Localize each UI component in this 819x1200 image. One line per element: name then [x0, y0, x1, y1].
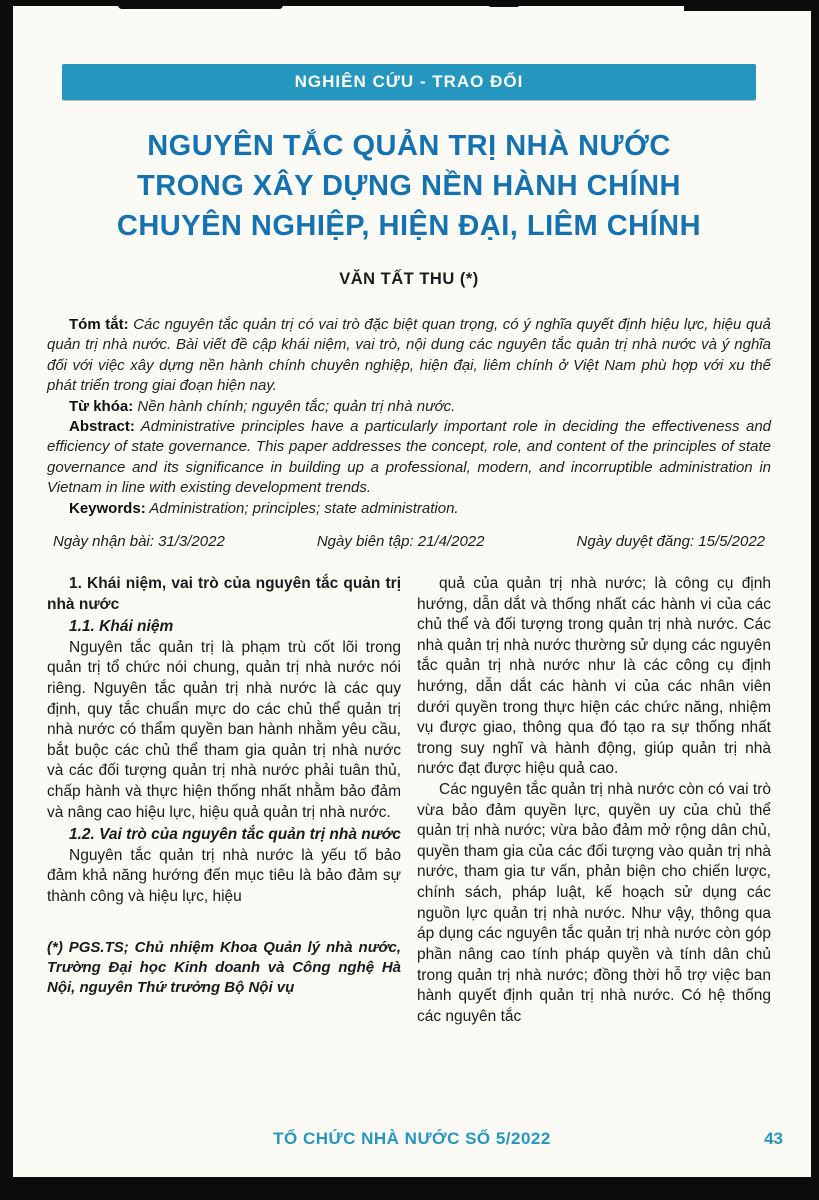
article-title-line1: NGUYÊN TẮC QUẢN TRỊ NHÀ NƯỚC	[147, 130, 671, 162]
body-paragraph: Các nguyên tắc quản trị nhà nước còn có vai trò vừa bảo đảm quyền lực, quyền uy của chủ thể quản trị nhà nước; vừa bảo đảm mở rộng dân chủ, quyền tham gia của các đối tượng vào quản trị nhà nước, tham gia tư vấn, phản biện cho chiến lược, chính sách, pháp luật, kế hoạch sử dụng các nguồn lực quản trị nhà nước. Như vậy, thông qua áp dụng các nguyên tắc quản trị nhà nước còn góp phần nâng cao tính pháp quyền và tính dân chủ trong quản trị nhà nước; đồng thời hỗ trợ việc ban hành quyết định quản trị nhà nước. Có hệ thống các nguyên tắc	[417, 781, 771, 1025]
page-content	[13, 6, 811, 1027]
article-title	[47, 126, 771, 246]
abstract-vietnamese	[47, 315, 771, 397]
scan-artifact-top-left	[118, 0, 283, 9]
abstract-english	[47, 417, 771, 499]
body-paragraph: quả của quản trị nhà nước; là công cụ định hướng, dẫn dắt và thống nhất các hành vi của các chủ thể và đối tượng trong quản trị nhà nước. Các nhà quản trị nhà nước thường sử dụng các nguyên tắc quản trị nhà nước như là các công cụ định hướng, dẫn dắt các hành vi của các nhân viên dưới quyền trong thực hiện các chức năng, nhiệm vụ được giao, thông qua đó tạo ra sự thống nhất trong suy nghĩ và hành động, giúp quản trị nhà nước đạt được hiệu quả cao.	[417, 574, 771, 778]
left-column	[47, 574, 401, 1027]
body-paragraph: Nguyên tắc quản trị là phạm trù cốt lõi trong quản trị tổ chức nói chung, quản trị nhà nước nói riêng. Nguyên tắc quản trị nhà nước là các quy định, quy tắc chuẩn mực do các chủ thể quản trị nhà nước có thẩm quyền ban hành nhằm yêu cầu, bắt buộc các chủ thể tham gia quản trị nhà nước và các đối tượng quản trị nhà nước phải tuân thủ, chấp hành và thực hiện thống nhất nhằm bảo đảm và nâng cao hiệu lực, hiệu quả quản trị nhà nước.	[47, 638, 401, 821]
keywords-label: Keywords:	[69, 499, 146, 517]
date-received: Ngày nhận bài: 31/3/2022	[53, 532, 225, 550]
section-heading-1: 1. Khái niệm, vai trò của nguyên tắc quản trị nhà nước	[47, 574, 401, 613]
tukhoa-label: Từ khóa:	[69, 397, 134, 415]
keywords-text: Administration; principles; state administration.	[145, 499, 459, 517]
article-title-line2: TRONG XÂY DỰNG NỀN HÀNH CHÍNH	[137, 170, 681, 203]
dates-row	[47, 533, 771, 550]
date-edited: Ngày biên tập: 21/4/2022	[316, 532, 485, 550]
section-banner-label: NGHIÊN CỨU - TRAO ĐỔI	[294, 72, 524, 91]
subsection-heading-1-1: 1.1. Khái niệm	[69, 618, 174, 636]
scan-artifact-top-center	[488, 0, 520, 7]
body-paragraph: Nguyên tắc quản trị nhà nước là yếu tố bảo đảm khả năng hướng đến mục tiêu là bảo đảm sự thành công và hiệu lực, hiệu	[47, 846, 401, 906]
article-title-line3: CHUYÊN NGHIỆP, HIỆN ĐẠI, LIÊM CHÍNH	[116, 210, 702, 243]
section-banner	[62, 64, 756, 100]
tomtat-text: Các nguyên tắc quản trị có vai trò đặc biệt quan trọng, có ý nghĩa quyết định hiệu lực, hiệu quả quản trị nhà nước. Bài viết đề cập khái niệm, vai trò, nội dung các nguyên tắc quản trị nhà nước và ý nghĩa đối với việc xây dựng nền hành chính chuyên nghiệp, hiện đại, liêm chính ở Việt Nam phù hợp với xu thế phát triển trong giai đoạn hiện nay.	[47, 316, 771, 395]
tukhoa-text: Nền hành chính; nguyên tắc; quản trị nhà nước.	[133, 397, 456, 415]
scan-artifact-bottom-right	[600, 1187, 662, 1200]
page-number: 43	[764, 1129, 783, 1148]
scanned-page	[13, 6, 811, 1177]
keywords-english	[47, 499, 771, 519]
abstract-block	[47, 315, 771, 519]
body-columns	[47, 574, 771, 1027]
right-column	[417, 574, 771, 1027]
scan-artifact-right-edge	[812, 362, 819, 396]
scan-artifact-bottom-center	[338, 1178, 480, 1200]
subsection-heading-1-2: 1.2. Vai trò của nguyên tắc quản trị nhà nước	[69, 826, 401, 844]
keywords-vietnamese	[47, 397, 771, 417]
journal-title: TỔ CHỨC NHÀ NƯỚC SỐ 5/2022	[273, 1129, 551, 1148]
author-footnote: (*) PGS.TS; Chủ nhiệm Khoa Quản lý nhà nước, Trường Đại học Kinh doanh và Công nghệ Hà Nội, nguyên Thứ trưởng Bộ Nội vụ	[47, 938, 401, 997]
tomtat-label: Tóm tắt:	[69, 316, 129, 334]
page-footer	[13, 1129, 811, 1155]
date-approved: Ngày duyệt đăng: 15/5/2022	[576, 532, 765, 550]
scan-artifact-top-right	[684, 0, 819, 11]
author-name: VĂN TẤT THU (*)	[339, 270, 479, 289]
abstract-text: Administrative principles have a particularly important role in deciding the effectiveness and efficiency of state governance. This paper addresses the concept, role, and content of the principles of state governance and its significance in building up a professional, modern, and incorruptible administration in Vietnam in line with existing development trends.	[47, 418, 771, 497]
abstract-label: Abstract:	[69, 418, 135, 435]
